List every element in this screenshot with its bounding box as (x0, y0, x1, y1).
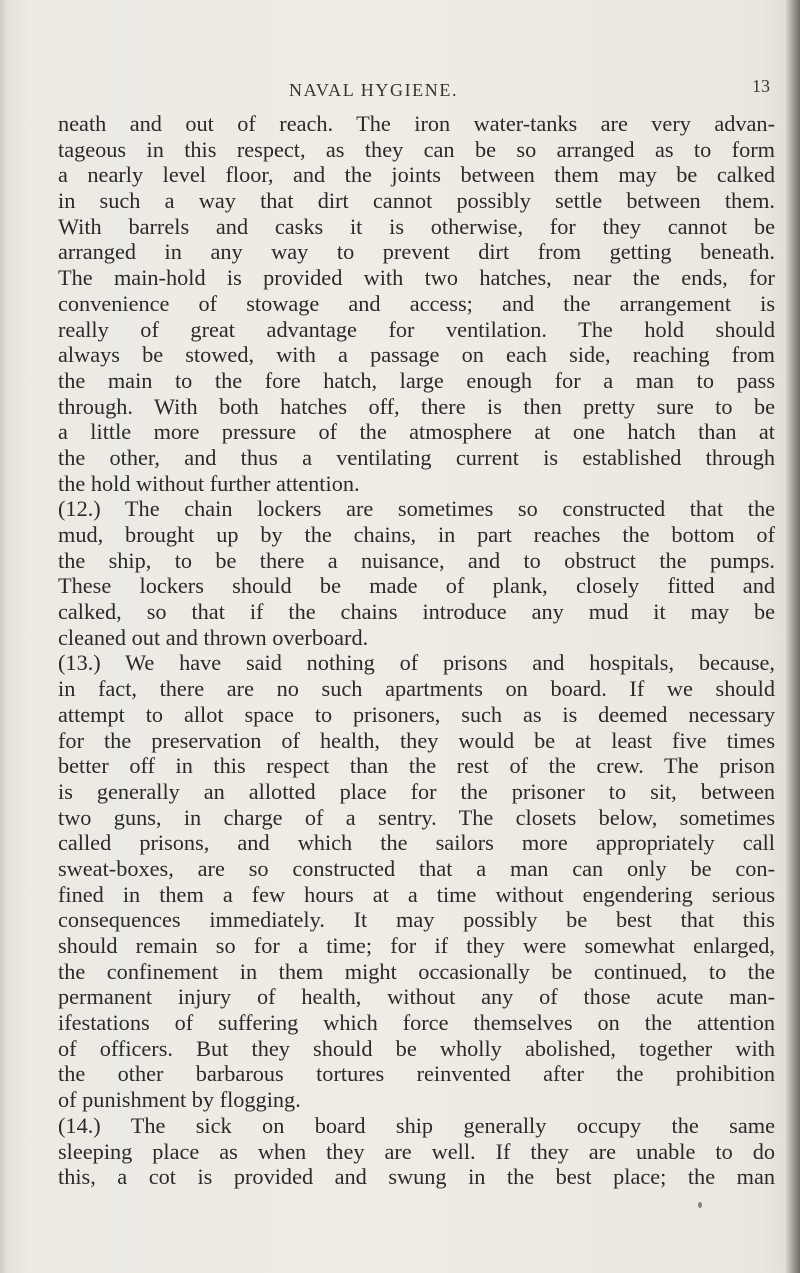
text-line: permanent injury of health, without any of those acute man- (58, 984, 775, 1010)
text-line: this, a cot is provided and swung in the best place; the man (58, 1164, 775, 1190)
text-line: in such a way that dirt cannot possibly settle between them. (58, 188, 775, 214)
text-line: (12.) The chain lockers are sometimes so constructed that the (58, 496, 775, 522)
running-title: NAVAL HYGIENE. (289, 80, 459, 100)
text-line: attempt to allot space to prisoners, such as is deemed necessary (58, 701, 775, 727)
text-line: through. With both hatches off, there is then pretty sure to be (58, 393, 775, 419)
text-line: convenience of stowage and access; and the arrangement is (58, 290, 775, 316)
body-text (58, 111, 775, 1190)
text-line: a nearly level floor, and the joints between them may be calked (58, 162, 775, 188)
text-line: The main-hold is provided with two hatches, near the ends, for (58, 265, 775, 291)
text-line: the ship, to be there a nuisance, and to obstruct the pumps. (58, 547, 775, 573)
text-line: (14.) The sick on board ship generally occupy the same (58, 1112, 775, 1138)
text-line: sleeping place as when they are well. If they are unable to do (58, 1138, 775, 1164)
text-line: calked, so that if the chains introduce any mud it may be (58, 599, 775, 625)
text-line: the other barbarous tortures reinvented after the prohibition (58, 1061, 775, 1087)
text-line: the other, and thus a ventilating current is established through (58, 444, 775, 470)
text-line: called prisons, and which the sailors more appropriately call (58, 830, 775, 856)
text-line: With barrels and casks it is otherwise, for they cannot be (58, 213, 775, 239)
text-line: ifestations of suffering which force themselves on the attention (58, 1010, 775, 1036)
text-line: really of great advantage for ventilation. The hold should (58, 316, 775, 342)
text-line: two guns, in charge of a sentry. The closets below, sometimes (58, 804, 775, 830)
text-line: fined in them a few hours at a time without engendering serious (58, 881, 775, 907)
text-line: arranged in any way to prevent dirt from getting beneath. (58, 239, 775, 265)
text-line: These lockers should be made of plank, closely fitted and (58, 573, 775, 599)
text-line: sweat-boxes, are so constructed that a man can only be con- (58, 855, 775, 881)
text-line: in fact, there are no such apartments on board. If we should (58, 676, 775, 702)
ink-smudge (698, 1202, 702, 1208)
text-line: better off in this respect than the rest of the crew. The prison (58, 753, 775, 779)
text-line: the main to the fore hatch, large enough for a man to pass (58, 367, 775, 393)
text-line: a little more pressure of the atmosphere at one hatch than at (58, 419, 775, 445)
text-line: neath and out of reach. The iron water-tanks are very advan- (58, 111, 775, 136)
text-line: is generally an allotted place for the prisoner to sit, between (58, 778, 775, 804)
text-line: of punishment by flogging. (58, 1087, 301, 1113)
text-line: cleaned out and thrown overboard. (58, 624, 369, 650)
page-number: 13 (752, 76, 770, 96)
page-left-edge (0, 0, 8, 1273)
text-line: tageous in this respect, as they can be so arranged as to form (58, 136, 775, 162)
page-right-edge (786, 0, 800, 1273)
text-line: the confinement in them might occasionally be continued, to the (58, 958, 775, 984)
page-header (0, 76, 800, 110)
text-line: (13.) We have said nothing of prisons and hospitals, because, (58, 650, 775, 676)
text-line: the hold without further attention. (58, 470, 360, 496)
text-line: consequences immediately. It may possibly be best that this (58, 907, 775, 933)
text-line: should remain so for a time; for if they were somewhat enlarged, (58, 933, 775, 958)
text-line: for the preservation of health, they would be at least five times (58, 727, 775, 753)
text-line: of officers. But they should be wholly abolished, together with (58, 1035, 775, 1061)
text-line: mud, brought up by the chains, in part reaches the bottom of (58, 522, 775, 547)
text-line: always be stowed, with a passage on each side, reaching from (58, 342, 775, 368)
